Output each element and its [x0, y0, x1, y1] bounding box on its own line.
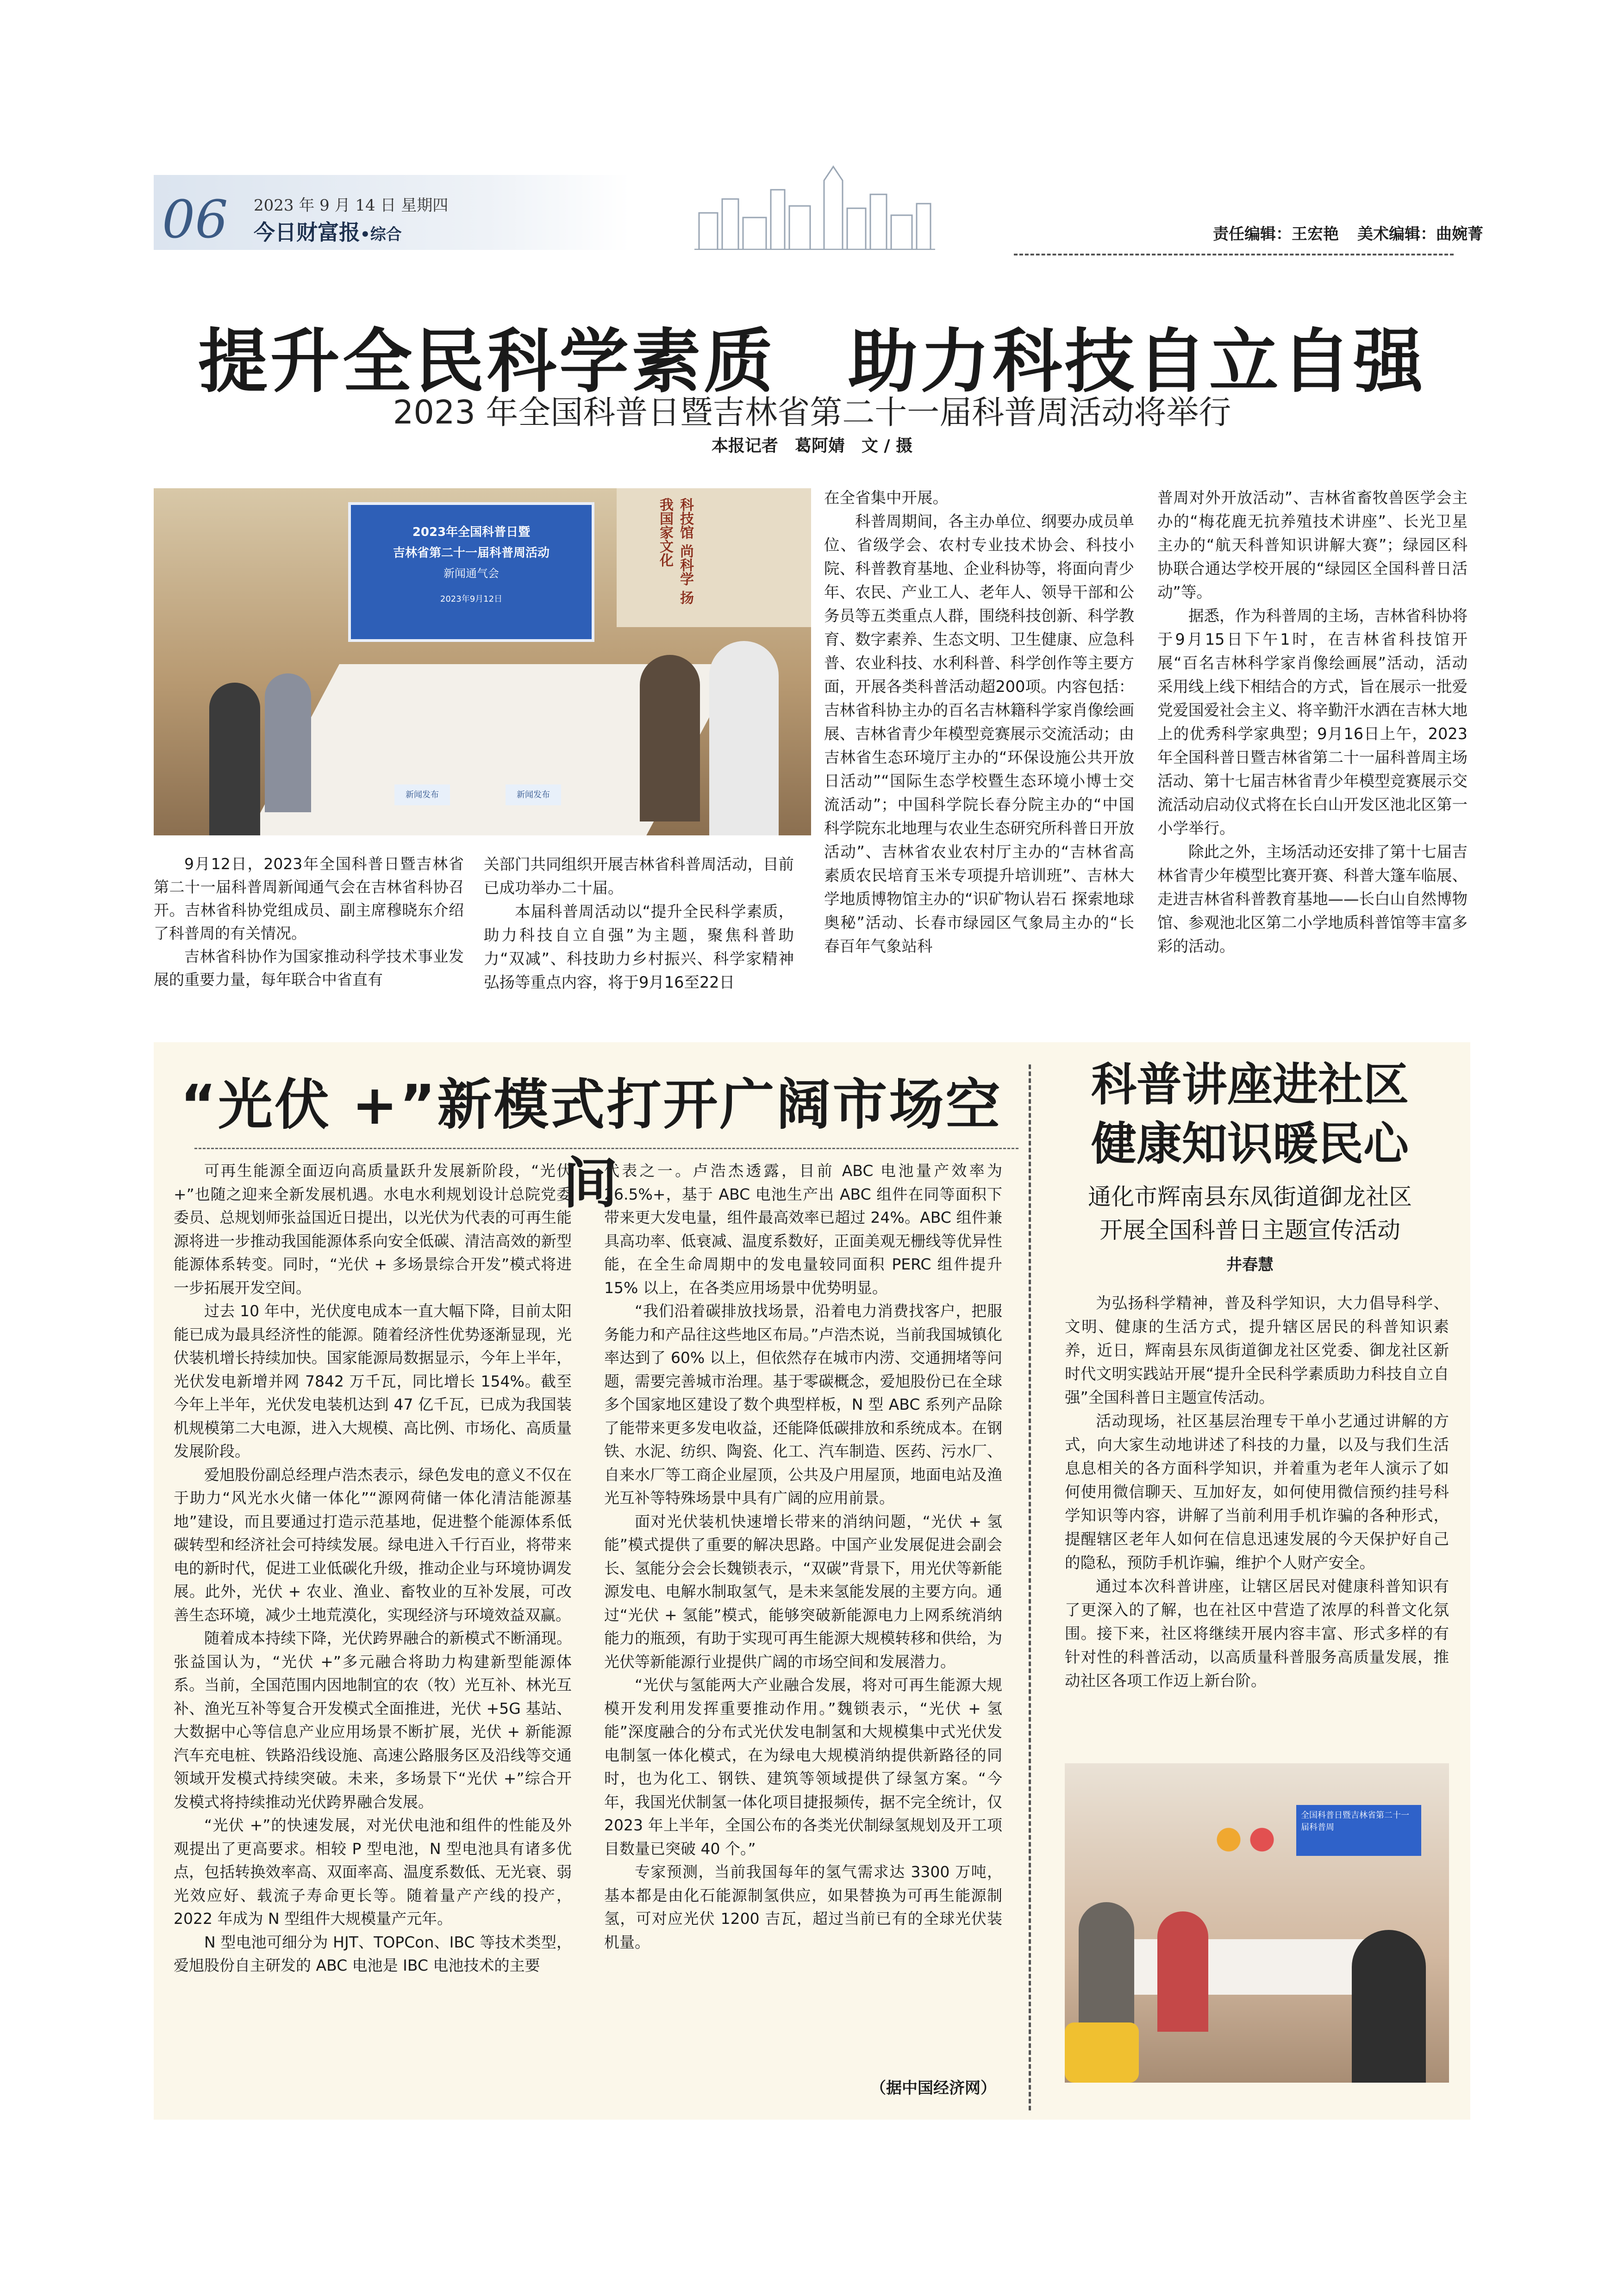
caption-paragraph: 9月12日，2023年全国科普日暨吉林省第二十一届科普周新闻通气会在吉林省科协召开。吉林省科协党组成员、副主席穆晓东介绍了科普周的有关情况。 [154, 855, 464, 942]
subheadline: 2023 年全国科普日暨吉林省第二十一届科普周活动将举行 [393, 393, 1231, 431]
attendee [709, 641, 779, 835]
article-paragraph: 普周对外开放活动”、吉林省畜牧兽医学会主办的“梅花鹿无抗养殖技术讲座”、长光卫星主办的“航天科普知识讲解大赛”；绿园区科协联合通达学校开展的“绿园区全国科普日活动”等。 [1157, 489, 1468, 601]
article2-source: （据中国经济网） [870, 2079, 996, 2097]
attendee [209, 683, 260, 835]
lecture-photo [1065, 1763, 1449, 2083]
art-editor: 美术编辑：曲婉菁 [1357, 225, 1483, 243]
lecture-banner: 全国科普日暨吉林省第二十一届科普周 [1296, 1805, 1421, 1856]
article2-column [174, 1159, 572, 1978]
article-paragraph: 科普周期间，各主办单位、纲要办成员单位、省级学会、农村专业技术协会、科技小院、科普教育基地、企业科协等，将面向青少年、农民、产业工人、老年人、领导干部和公务员等五类重点人群，围绕科技创新、科学教育、数字素养、生态文明、卫生健康、应急科普、农业科技、水利科普、科学创作等主要方面，开展各类科普活动超200项。内容包括：吉林省科协主办的百名吉林籍科学家肖像绘画展、吉林省青少年模型竞赛展示交流活动；由吉林省生态环境厅主办的“环保设施公共开放日活动”“国际生态学校暨生态环境小博士交流活动”；中国科学院长春分院主办的“中国科学院东北地理与农业生态研究所科普日开放活动”、吉林省农业农村厅主办的“吉林省高素质农民培育玉米专项提升培训班”、吉林大学地质博物馆主办的“识矿物认岩石 探索地球奥秘”活动、长春市绿园区气象局主办的“长春百年气象站科 [824, 512, 1134, 955]
article-paragraph: 为弘扬科学精神，普及科学知识，大力倡导科学、文明、健康的生活方式，提升辖区居民的科普知识素养，近日，辉南县东凤街道御龙社区党委、御龙社区新时代文明实践站开展“提升全民科学素质助力科技自立自强”全国科普日主题宣传活动。 [1065, 1294, 1449, 1406]
header-rule [1014, 254, 1454, 255]
article-paragraph: 过去 10 年中，光伏度电成本一直大幅下降，目前太阳能已成为最具经济性的能源。随着经济性优势逐渐显现，光伏装机增长持续加快。国家能源局数据显示，今年上半年，光伏发电新增并网 7842 万千瓦，同比增长 154%。截至今年上半年，光伏发电装机达到 47 亿千瓦，已成为我国装机规模第二大电源，进入大规模、高比例、市场化、高质量发展阶段。 [174, 1302, 572, 1460]
balloons [1204, 1819, 1287, 1860]
caption-paragraph: 吉林省科协作为国家推动科学技术事业发展的重要力量，每年联合中省直有 [154, 947, 464, 989]
paper-title: 今日财富报 [254, 220, 360, 245]
projection-screen: 2023年全国科普日暨 吉林省第二十一届科普周活动 新闻通气会 2023年9月12日 [348, 502, 594, 642]
article-paragraph: “我们沿着碳排放找场景，沿着电力消费找客户，把服务能力和产品往这些地区布局。”卢浩杰说，当前我国城镇化率达到了 60% 以上，但依然存在城市内涝、交通拥堵等问题，需要完善城市治理。基于零碳概念，爱旭股份已在全球多个国家地区建设了数个典型样板，N 型 ABC 系列产品除了能带来更多发电收益，还能降低碳排放和系统成本。在钢铁、水泥、纺织、陶瓷、化工、汽车制造、医药、污水厂、自来水厂等工商企业屋顶，公共及户用屋顶，地面电站及渔光互补等特殊场景中具有广阔的应用前景。 [604, 1302, 1002, 1507]
attendee [640, 655, 700, 821]
attendee [1157, 1911, 1208, 2032]
article3-subheadline: 通化市辉南县东凤街道御龙社区 开展全国科普日主题宣传活动 [1088, 1183, 1412, 1244]
article-paragraph: 活动现场，社区基层治理专干单小艺通过讲解的方式，向大家生动地讲述了科技的力量，以及与我们生活息息相关的各方面科学知识，并着重为老年人演示了如何使用微信聊天、互加好友，如何使用微信预约挂号科学知识等内容，讲解了当前利用手机诈骗的各种形式，提醒辖区老年人如何在信息迅速发展的今天保护好自己的隐私，预防手机诈骗，维护个人财产安全。 [1065, 1412, 1449, 1572]
article3-author: 井春慧 [1226, 1256, 1274, 1274]
attendee [265, 673, 311, 812]
photo-caption [154, 852, 464, 991]
city-skyline-icon [694, 162, 935, 250]
article-column [484, 852, 794, 994]
byline: 本报记者 葛阿婧 文 / 摄 [711, 436, 913, 455]
name-card: 新闻发布 [506, 784, 561, 805]
article3-column [1065, 1291, 1449, 1692]
headline: 提升全民科学素质 助力科技自立自强 [198, 322, 1426, 402]
article3-headline: 科普讲座进社区 健康知识暖民心 [1091, 1058, 1409, 1170]
article-paragraph: 爱旭股份副总经理卢浩杰表示，绿色发电的意义不仅在于助力“风光水火储一体化”“源网荷储一体化清洁能源基地”建设，而且要通过打造示范基地，促进整个能源体系低碳转型和经济社会可持续发展。绿电进入千行百业，将带来电的新时代，促进工业低碳化升级，推动企业与环境协调发展。此外，光伏 + 农业、渔业、畜牧业的互补发展，可改善生态环境，减少土地荒漠化，实现经济与环境效益双赢。 [174, 1465, 572, 1624]
photo-wall-banner: 科技馆 尚科学 扬我国家文化 [657, 498, 693, 604]
article-paragraph: 专家预测，当前我国每年的氢气需求达 3300 万吨，基本都是由化石能源制氢供应，如果替换为可再生能源制氢，可对应光伏 1200 吉瓦，超过当前已有的全球光伏装机量。 [604, 1863, 1002, 1951]
article-paragraph: 可再生能源全面迈向高质量跃升发展新阶段，“光伏 +”也随之迎来全新发展机遇。水电水利规划设计总院党委委员、总规划师张益国近日提出，以光伏为代表的可再生能源将进一步推动我国能源体系向安全低碳、清洁高效的新型能源体系转变。同时，“光伏 + 多场景综合开发”模式将进一步拓展开发空间。 [174, 1162, 572, 1297]
article-paragraph: 除此之外，主场活动还安排了第十七届吉林省青少年模型比赛开赛、科普大篷车临展、走进吉林省科普教育基地——长白山自然博物馆、参观池北区第二小学地质科普馆等丰富多彩的活动。 [1157, 843, 1468, 955]
article-column [824, 486, 1134, 958]
article-paragraph: “光伏 +”的快速发展，对光伏电池和组件的性能及外观提出了更高要求。相较 P 型电池，N 型电池具有诸多优点，包括转换效率高、双面率高、温度系数低、无光衰、弱光效应好、载流子寿命更长等。随着量产产线的投产，2022 年成为 N 型组件大规模量产元年。 [174, 1816, 572, 1928]
attendee [1079, 1902, 1134, 2041]
chair [1065, 2022, 1139, 2083]
paper-name [254, 216, 402, 246]
article2-headline: “光伏 +”新模式打开广阔市场空间 [180, 1073, 1002, 1215]
article2-column [604, 1159, 1002, 1954]
column-divider [1029, 1064, 1031, 2110]
article-paragraph: 随着成本持续下降，光伏跨界融合的新模式不断涌现。张益国认为，“光伏 +”多元融合将助力构建新型能源体系。当前，全国范围内因地制宜的农（牧）光互补、林光互补、渔光互补等复合开发模式全面推进，光伏 +5G 基站、大数据中心等信息产业应用场景不断扩展，光伏 + 新能源汽车充电桩、铁路沿线设施、高速公路服务区及沿线等交通领域开发模式持续突破。未来，多场景下“光伏 +”综合开发模式将持续推动光伏跨界融合发展。 [174, 1629, 572, 1811]
article2-rule [194, 1148, 1018, 1149]
article-paragraph: 据悉，作为科普周的主场，吉林省科协将于9月15日下午1时，在吉林省科技馆开展“百名吉林科学家肖像绘画展”活动，活动采用线上线下相结合的方式，旨在展示一批爱党爱国爱社会主义、将辛勤汗水洒在吉林大地上的优秀科学家典型；9月16日上午，2023年全国科普日暨吉林省第二十一届科普周主场活动、第十七届吉林省青少年模型竞赛展示交流活动启动仪式将在长白山开发区池北区第一小学举行。 [1157, 607, 1468, 837]
article-paragraph: 在全省集中开展。 [824, 489, 948, 507]
article-paragraph: “光伏与氢能两大产业融合发展，将对可再生能源大规模开发利用发挥重要推动作用。”魏锁表示，“光伏 + 氢能”深度融合的分布式光伏发电制氢和大规模集中式光伏发电制氢一体化模式，在为绿电大规模消纳提供新路径的同时，也为化工、钢铁、建筑等领域提供了绿氢方案。“今年，我国光伏制氢一体化项目捷报频传，据不完全统计，仅 2023 年上半年，全国公布的各类光伏制绿氢规划及开工项目数量已突破 40 个。” [604, 1676, 1002, 1858]
article-column [1157, 486, 1468, 958]
editor-credits [1213, 221, 1483, 244]
article-paragraph: 代表之一。卢浩杰透露，目前 ABC 电池量产效率为 26.5%+，基于 ABC 电池生产出 ABC 组件在同等面积下带来更大发电量，组件最高效率已超过 24%。ABC 组件兼具高功率、低衰减、温度系数好，正面美观无栅线等优异性能，在全生命周期中的发电量较同面积 PERC 组件提升 15% 以上，在各类应用场景中优势明显。 [604, 1162, 1002, 1297]
meeting-photo [154, 488, 811, 835]
name-card: 新闻发布 [394, 784, 450, 805]
responsible-editor: 责任编辑：王宏艳 [1213, 225, 1339, 243]
article-paragraph: 通过本次科普讲座，让辖区居民对健康科普知识有了更深入的了解，也在社区中营造了浓厚的科普文化氛围。接下来，社区将继续开展内容丰富、形式多样的有针对性的科普活动，以高质量科普服务高质量发展，推动社区各项工作迈上新台阶。 [1065, 1577, 1449, 1690]
table [1093, 1939, 1389, 1995]
article-paragraph: 面对光伏装机快速增长带来的消纳问题，“光伏 + 氢能”模式提供了重要的解决思路。中国产业发展促进会副会长、氢能分会会长魏锁表示，“双碳”背景下，用光伏等新能源发电、电解水制取氢气，是未来氢能发展的主要方向。通过“光伏 + 氢能”模式，能够突破新能源电力上网系统消纳能力的瓶颈，有助于实现可再生能源大规模转移和供给，为光伏等新能源行业提供广阔的市场空间和发展潜力。 [604, 1512, 1002, 1671]
attendee [1352, 1930, 1426, 2083]
article-paragraph: 本届科普周活动以“提升全民科学素质，助力科技自立自强”为主题，聚焦科普助力“双减”、科技助力乡村振兴、科学家精神弘扬等重点内容，将于9月16至22日 [484, 902, 794, 991]
article-paragraph: 关部门共同组织开展吉林省科普周活动，目前已成功举办二十届。 [484, 855, 794, 897]
section-name: •综合 [360, 225, 402, 244]
issue-date: 2023 年 9 月 14 日 星期四 [254, 196, 449, 215]
article-paragraph: N 型电池可细分为 HJT、TOPCon、IBC 等技术类型，爱旭股份自主研发的 ABC 电池是 IBC 电池技术的主要 [174, 1933, 572, 1974]
page-number: 06 [162, 190, 228, 250]
